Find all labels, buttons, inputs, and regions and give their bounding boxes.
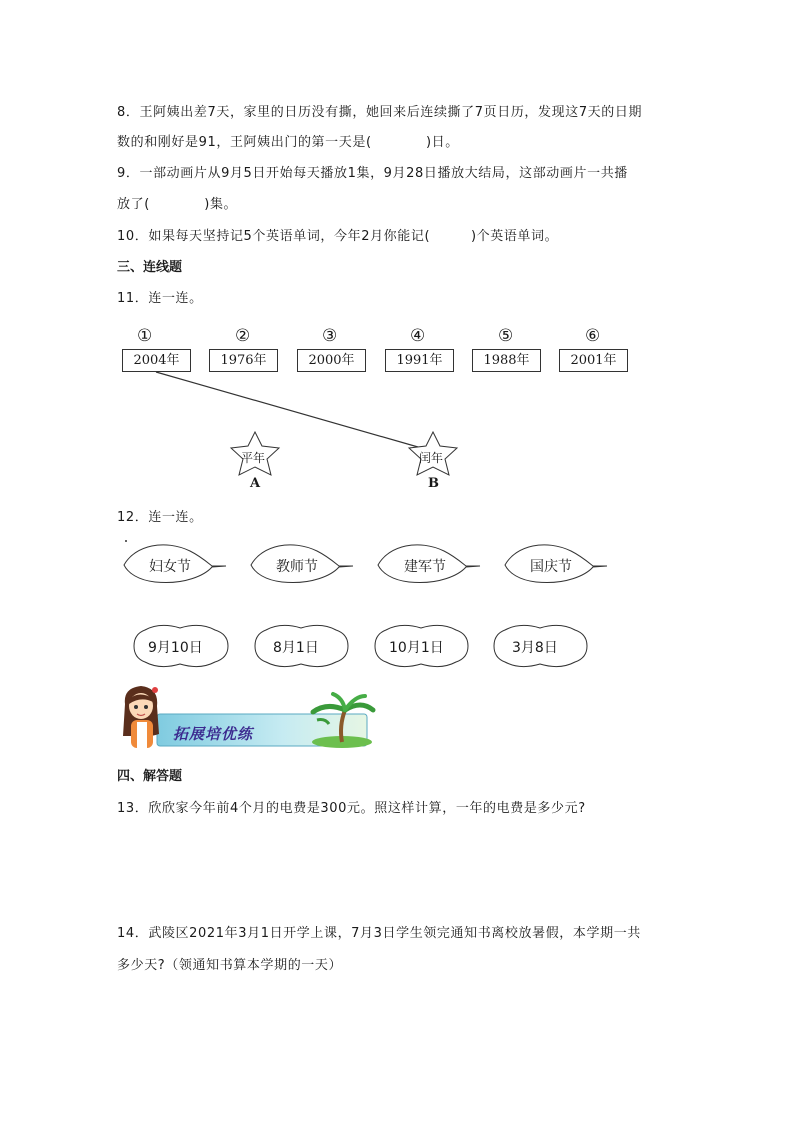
year-box-6[interactable]: 2001年 bbox=[559, 349, 628, 372]
circle-number-3: ③ bbox=[322, 326, 338, 346]
festival-3[interactable]: 建军节 bbox=[404, 559, 446, 575]
question-12: 12．连一连。 bbox=[117, 510, 203, 525]
circle-number-1: ① bbox=[137, 326, 153, 346]
question-9-line-2: 放了( )集。 bbox=[117, 197, 238, 212]
question-11: 11．连一连。 bbox=[117, 291, 203, 306]
festival-2[interactable]: 教师节 bbox=[276, 559, 318, 575]
star-letter-a: A bbox=[250, 476, 261, 491]
question-14-line-1: 14．武陵区2021年3月1日开学上课，7月3日学生领完通知书离校放暑假，本学期一共 bbox=[117, 926, 641, 941]
circle-number-5: ⑤ bbox=[498, 326, 514, 346]
circle-number-4: ④ bbox=[410, 326, 426, 346]
question-8-line-1: 8．王阿姨出差7天，家里的日历没有撕，她回来后连续撕了7页日历，发现这7天的日期 bbox=[117, 105, 643, 120]
leaf-shapes bbox=[0, 535, 794, 595]
question-9-line-1: 9．一部动画片从9月5日开始每天播放1集，9月28日播放大结局，这部动画片一共播 bbox=[117, 166, 628, 181]
section-4-heading: 四、解答题 bbox=[117, 769, 183, 784]
festival-1[interactable]: 妇女节 bbox=[149, 559, 191, 575]
year-matching-drawing bbox=[0, 0, 794, 520]
connecting-line bbox=[156, 372, 418, 447]
festival-4[interactable]: 国庆节 bbox=[530, 559, 572, 575]
date-2[interactable]: 8月1日 bbox=[273, 640, 319, 656]
year-box-1[interactable]: 2004年 bbox=[122, 349, 191, 372]
question-10: 10．如果每天坚持记5个英语单词，今年2月你能记( )个英语单词。 bbox=[117, 229, 559, 244]
year-box-5[interactable]: 1988年 bbox=[472, 349, 541, 372]
question-14-line-2: 多少天?（领通知书算本学期的一天） bbox=[117, 958, 343, 973]
date-4[interactable]: 3月8日 bbox=[512, 640, 558, 656]
circle-number-6: ⑥ bbox=[585, 326, 601, 346]
star-label-a[interactable]: 平年 bbox=[241, 451, 266, 465]
year-box-3[interactable]: 2000年 bbox=[297, 349, 366, 372]
girl-avatar-icon bbox=[123, 686, 159, 748]
question-8-line-2: 数的和刚好是91，王阿姨出门的第一天是( )日。 bbox=[117, 135, 459, 150]
circle-number-2: ② bbox=[235, 326, 251, 346]
year-box-2[interactable]: 1976年 bbox=[209, 349, 278, 372]
star-label-b[interactable]: 闰年 bbox=[419, 451, 444, 465]
section-3-heading: 三、连线题 bbox=[117, 260, 183, 275]
question-13: 13．欣欣家今年前4个月的电费是300元。照这样计算，一年的电费是多少元? bbox=[117, 801, 586, 816]
year-box-4[interactable]: 1991年 bbox=[385, 349, 454, 372]
date-1[interactable]: 9月10日 bbox=[148, 640, 203, 656]
banner-title: 拓展培优练 bbox=[173, 725, 254, 743]
star-letter-b: B bbox=[428, 476, 439, 491]
stray-dot bbox=[125, 540, 127, 542]
date-3[interactable]: 10月1日 bbox=[389, 640, 444, 656]
